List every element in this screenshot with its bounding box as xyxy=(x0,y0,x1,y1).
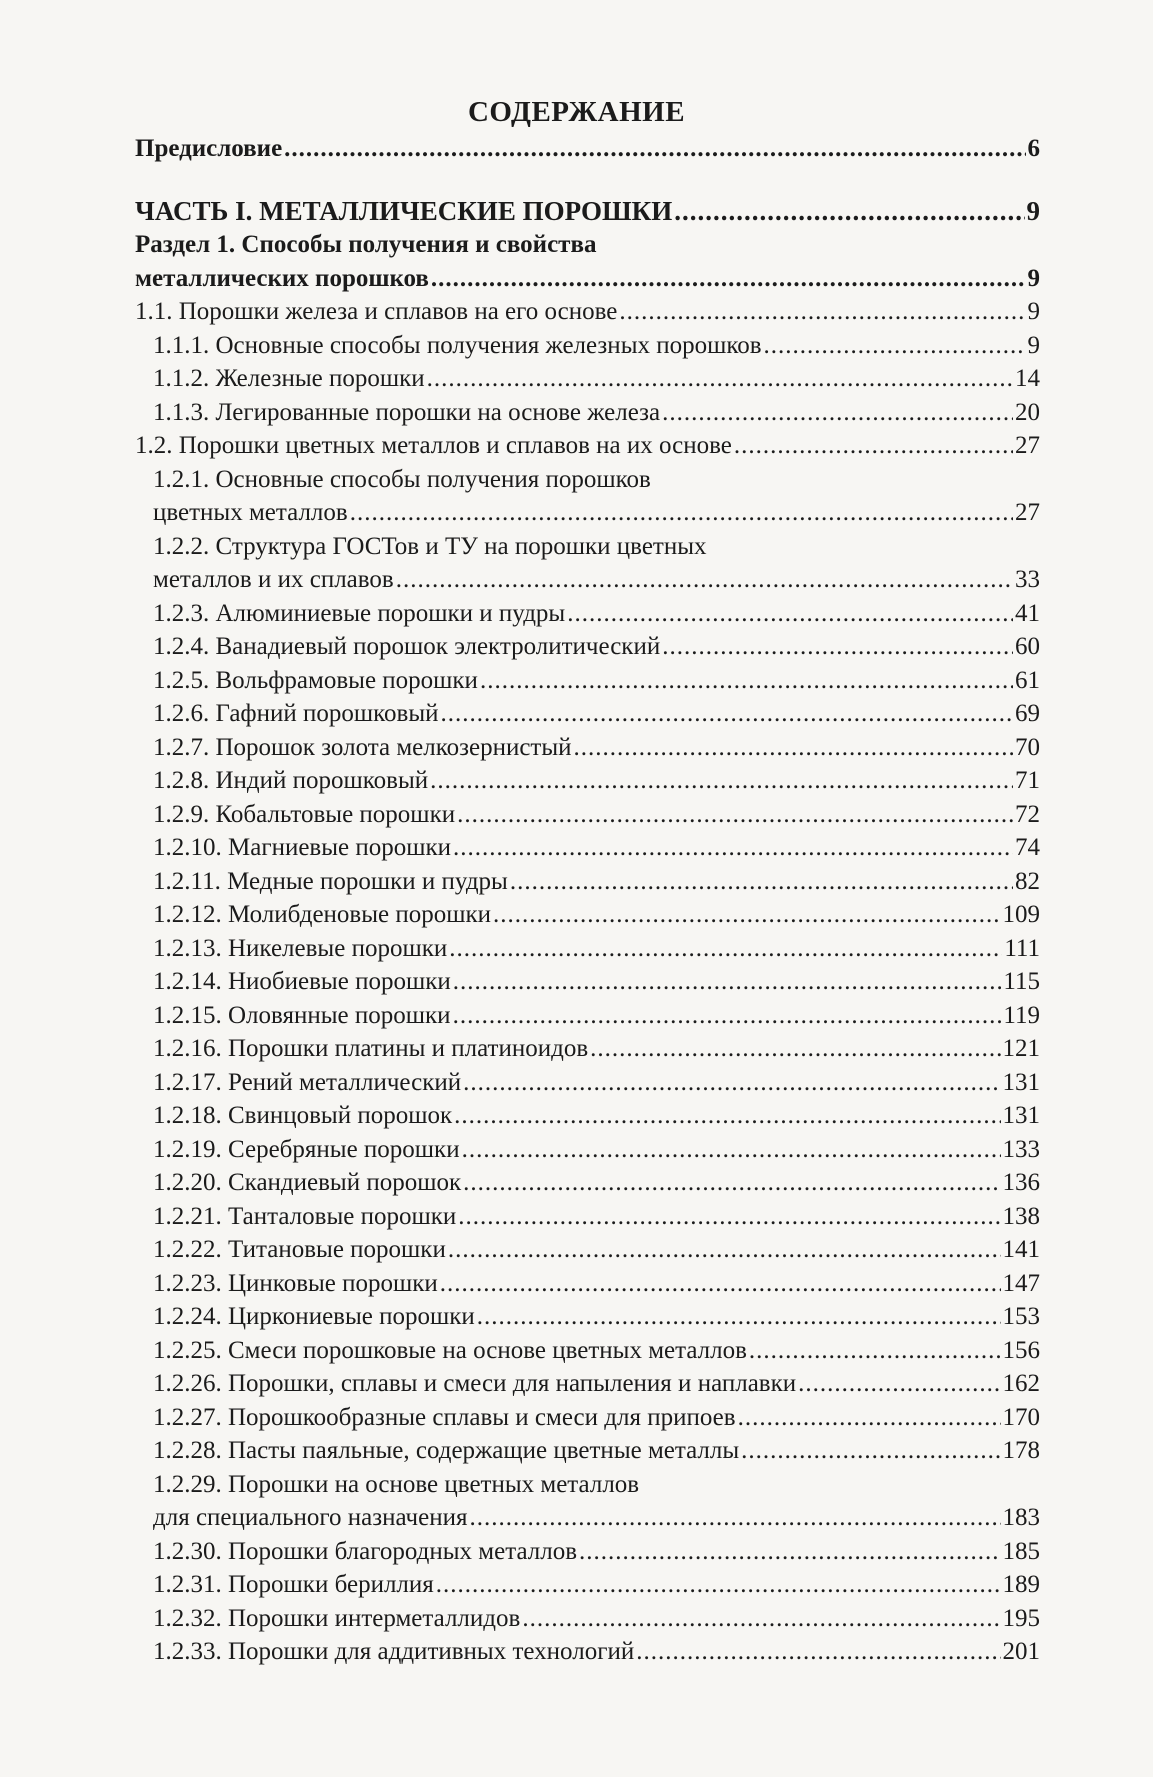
toc-entry xyxy=(135,1468,1040,1535)
toc-entry xyxy=(135,396,1040,430)
toc-entry-label: 1.2.32. Порошки интерметаллидов xyxy=(153,1604,521,1632)
dot-leader xyxy=(427,362,1013,396)
toc-entry-label: 1.2.33. Порошки для аддитивных технологий xyxy=(153,1638,635,1665)
toc-entry-line xyxy=(153,1501,1040,1535)
toc-entry-label-continuation: для специального назначения xyxy=(153,1504,468,1531)
toc-page-number: 109 xyxy=(1002,901,1040,928)
toc-entry-label: 1.2.25. Смеси порошковые на основе цветных металлов xyxy=(153,1336,747,1364)
toc-entry-line xyxy=(135,195,1040,229)
dot-leader xyxy=(619,295,1025,329)
dot-leader xyxy=(463,1166,1000,1200)
dot-leader xyxy=(469,1501,1000,1535)
toc-entry-line xyxy=(153,831,1040,865)
toc-entry-label: 1.2.30. Порошки благородных металлов xyxy=(153,1537,578,1565)
toc-page-number: 71 xyxy=(1015,767,1040,794)
toc-entry xyxy=(135,898,1040,932)
toc-entry-label: 1.2. Порошки цветных металлов и сплавов на их основе xyxy=(135,432,732,459)
dot-leader xyxy=(477,1300,1001,1334)
toc-entry-label: 1.2.8. Индий порошковый xyxy=(153,767,429,794)
toc-entry-line xyxy=(153,798,1040,832)
toc-entry xyxy=(135,965,1040,999)
toc-page-number: 60 xyxy=(1015,633,1040,660)
toc-entry-label: 1.1. Порошки железа и сплавов на его основе xyxy=(135,298,618,325)
toc-entry-label-continuation: металлов и их сплавов xyxy=(153,566,394,593)
dot-leader xyxy=(453,965,1002,999)
dot-leader xyxy=(738,1401,1001,1435)
toc-entry-line xyxy=(153,630,1040,664)
toc-entry-label: 1.2.15. Оловянные порошки xyxy=(153,1001,451,1029)
dot-leader xyxy=(463,1066,1000,1100)
toc-page-number: 189 xyxy=(1002,1571,1040,1598)
toc-page-number: 131 xyxy=(1002,1102,1040,1129)
toc-page-number: 74 xyxy=(1015,834,1040,861)
toc-page-number: 133 xyxy=(1002,1135,1040,1163)
table-of-contents xyxy=(135,132,1040,1669)
toc-entry-line xyxy=(153,1635,1040,1669)
toc-page-number: 153 xyxy=(1002,1303,1040,1330)
toc-entry xyxy=(135,664,1040,698)
page-title: СОДЕРЖАНИЕ xyxy=(467,96,686,128)
dot-leader xyxy=(453,831,1013,865)
dot-leader xyxy=(579,1535,1000,1569)
toc-entry-line xyxy=(153,932,1040,966)
toc-entry xyxy=(135,1233,1040,1267)
toc-entry-line xyxy=(153,1133,1040,1167)
toc-entry xyxy=(135,329,1040,363)
dot-leader xyxy=(590,1032,1000,1066)
toc-entry-line xyxy=(153,1200,1040,1234)
toc-entry-line xyxy=(153,1602,1040,1636)
dot-leader xyxy=(764,329,1026,363)
toc-entry xyxy=(135,1267,1040,1301)
toc-entry-label: 1.2.18. Свинцовый порошок xyxy=(153,1102,453,1129)
dot-leader xyxy=(396,563,1013,597)
toc-entry xyxy=(135,597,1040,631)
toc-entry xyxy=(135,1602,1040,1636)
toc-entry-label: 1.2.16. Порошки платины и платиноидов xyxy=(153,1035,589,1062)
toc-entry xyxy=(135,798,1040,832)
dot-leader xyxy=(662,396,1013,430)
toc-entry-line xyxy=(153,1300,1040,1334)
toc-entry-line xyxy=(153,865,1040,899)
toc-page-number: 111 xyxy=(1004,934,1040,962)
dot-leader xyxy=(493,898,1000,932)
dot-leader xyxy=(436,1568,1001,1602)
toc-page-number: 9 xyxy=(1027,298,1040,325)
toc-entry-label: 1.2.28. Пасты паяльные, содержащие цветные металлы xyxy=(153,1437,740,1464)
toc-page-number: 61 xyxy=(1015,666,1040,694)
toc-page-number: 147 xyxy=(1002,1269,1040,1297)
toc-entry-label: 1.2.14. Ниобиевые порошки xyxy=(153,968,451,995)
toc-entry xyxy=(135,865,1040,899)
toc-entry-line xyxy=(153,697,1040,731)
toc-entry-label: 1.2.11. Медные порошки и пудры xyxy=(153,867,508,895)
toc-entry-label: 1.2.26. Порошки, сплавы и смеси для напыления и наплавки xyxy=(153,1370,797,1397)
dot-leader xyxy=(510,865,1013,899)
toc-entry-line xyxy=(135,262,1040,296)
toc-entry-line xyxy=(153,597,1040,631)
toc-page-number: 115 xyxy=(1003,968,1040,995)
toc-entry-line xyxy=(153,1334,1040,1368)
toc-entry-label: 1.1.1. Основные способы получения железных порошков xyxy=(153,331,762,359)
toc-entry-label: 1.2.17. Рений металлический xyxy=(153,1068,462,1096)
dot-leader xyxy=(674,195,1024,229)
toc-entry xyxy=(135,132,1040,166)
toc-page-number: 156 xyxy=(1002,1336,1040,1364)
toc-entry-label: 1.1.3. Легированные порошки на основе железа xyxy=(153,398,661,426)
toc-entry xyxy=(135,530,1040,597)
toc-entry-label: 1.2.19. Серебряные порошки xyxy=(153,1135,460,1163)
toc-page-number: 138 xyxy=(1002,1202,1040,1230)
toc-page-number: 185 xyxy=(1002,1537,1040,1565)
toc-entry xyxy=(135,295,1040,329)
toc-entry-label-continuation: цветных металлов xyxy=(153,499,348,526)
toc-entry-label: Предисловие xyxy=(135,135,283,162)
toc-page-number: 195 xyxy=(1002,1604,1040,1632)
dot-leader xyxy=(448,1233,1001,1267)
toc-entry-line xyxy=(135,132,1040,166)
toc-entry-line xyxy=(153,362,1040,396)
toc-entry-label: 1.2.2. Структура ГОСТов и ТУ на порошки цветных xyxy=(153,532,707,560)
dot-leader xyxy=(350,496,1013,530)
toc-entry xyxy=(135,1099,1040,1133)
toc-entry xyxy=(135,1334,1040,1368)
toc-entry xyxy=(135,463,1040,530)
toc-page-number: 6 xyxy=(1027,135,1040,162)
toc-entry xyxy=(135,1300,1040,1334)
toc-entry-label: 1.2.5. Вольфрамовые порошки xyxy=(153,666,478,694)
toc-entry-line xyxy=(153,664,1040,698)
dot-leader xyxy=(662,630,1013,664)
toc-entry-label: 1.2.6. Гафний порошковый xyxy=(153,700,439,727)
toc-page-number: 201 xyxy=(1002,1638,1040,1665)
toc-entry-line xyxy=(153,1032,1040,1066)
toc-entry-line xyxy=(153,1099,1040,1133)
toc-entry-line xyxy=(153,563,1040,597)
toc-entry xyxy=(135,228,1040,295)
toc-page-number: 136 xyxy=(1002,1169,1040,1196)
toc-entry-line xyxy=(153,764,1040,798)
toc-page-number: 9 xyxy=(1026,195,1040,226)
toc-entry-line xyxy=(153,999,1040,1033)
dot-leader xyxy=(453,999,1002,1033)
toc-entry xyxy=(135,764,1040,798)
toc-page-number: 9 xyxy=(1027,264,1040,292)
toc-entry xyxy=(135,999,1040,1033)
toc-entry xyxy=(135,1401,1040,1435)
toc-entry-line xyxy=(153,1367,1040,1401)
toc-entry-label: 1.1.2. Железные порошки xyxy=(153,365,425,392)
toc-page-number: 69 xyxy=(1015,700,1040,727)
dot-leader xyxy=(284,132,1025,166)
toc-entry-line xyxy=(135,429,1040,463)
toc-entry-line xyxy=(153,1166,1040,1200)
toc-entry-line xyxy=(153,965,1040,999)
toc-entry-label: 1.2.29. Порошки на основе цветных металлов xyxy=(153,1470,640,1498)
toc-entry-label: 1.2.4. Ванадиевый порошок электролитический xyxy=(153,633,661,660)
toc-entry-label: 1.2.20. Скандиевый порошок xyxy=(153,1169,462,1196)
dot-leader xyxy=(749,1334,1001,1368)
dot-leader xyxy=(458,1200,1000,1234)
toc-entry-line xyxy=(153,1434,1040,1468)
toc-page-number: 9 xyxy=(1027,331,1040,359)
toc-entry xyxy=(135,932,1040,966)
toc-entry xyxy=(135,1535,1040,1569)
toc-entry-label: 1.2.12. Молибденовые порошки xyxy=(153,901,492,928)
toc-entry-label: 1.2.1. Основные способы получения порошков xyxy=(153,465,651,493)
dot-leader xyxy=(431,262,1026,296)
toc-entry-line xyxy=(153,496,1040,530)
dot-leader xyxy=(741,1434,1000,1468)
toc-page-number: 27 xyxy=(1015,499,1040,526)
toc-entry xyxy=(135,697,1040,731)
toc-entry xyxy=(135,1166,1040,1200)
toc-entry-label: 1.2.24. Циркониевые порошки xyxy=(153,1303,475,1330)
dot-leader xyxy=(480,664,1013,698)
dot-leader xyxy=(430,764,1013,798)
toc-entry-label: 1.2.21. Танталовые порошки xyxy=(153,1202,457,1230)
dot-leader xyxy=(522,1602,1000,1636)
toc-page-number: 178 xyxy=(1002,1437,1040,1464)
toc-entry-line xyxy=(153,1066,1040,1100)
toc-page-number: 121 xyxy=(1002,1035,1040,1062)
toc-entry xyxy=(135,362,1040,396)
toc-entry xyxy=(135,195,1040,229)
toc-page-number: 82 xyxy=(1015,867,1040,895)
dot-leader xyxy=(454,1099,1000,1133)
toc-entry-line xyxy=(153,1535,1040,1569)
toc-entry xyxy=(135,831,1040,865)
dot-leader xyxy=(574,731,1013,765)
dot-leader xyxy=(440,1267,1001,1301)
toc-page-number: 131 xyxy=(1002,1068,1040,1096)
toc-entry-line xyxy=(153,731,1040,765)
toc-entry-label: 1.2.10. Магниевые порошки xyxy=(153,834,452,861)
toc-entry xyxy=(135,1434,1040,1468)
toc-entry-line xyxy=(153,898,1040,932)
toc-entry-line xyxy=(153,1233,1040,1267)
toc-entry xyxy=(135,1032,1040,1066)
toc-entry-line xyxy=(153,329,1040,363)
toc-page-number: 20 xyxy=(1015,398,1040,426)
toc-entry-label: 1.2.22. Титановые порошки xyxy=(153,1236,446,1263)
toc-entry xyxy=(135,1133,1040,1167)
toc-page-number: 41 xyxy=(1015,599,1040,627)
toc-entry-label: 1.2.13. Никелевые порошки xyxy=(153,934,448,962)
dot-leader xyxy=(457,798,1013,832)
dot-leader xyxy=(441,697,1014,731)
dot-leader xyxy=(462,1133,1001,1167)
dot-leader xyxy=(567,597,1013,631)
toc-page-number: 27 xyxy=(1015,432,1040,459)
toc-page-number: 119 xyxy=(1003,1001,1040,1029)
toc-entry-label-continuation: металлических порошков xyxy=(135,264,429,292)
toc-page-number: 33 xyxy=(1015,566,1040,593)
toc-entry-label: ЧАСТЬ I. МЕТАЛЛИЧЕСКИЕ ПОРОШКИ xyxy=(135,195,673,226)
dot-leader xyxy=(734,429,1013,463)
toc-entry-label: 1.2.27. Порошкообразные сплавы и смеси для припоев xyxy=(153,1403,736,1431)
toc-entry xyxy=(135,1367,1040,1401)
toc-entry xyxy=(135,630,1040,664)
toc-entry-label: 1.2.31. Порошки бериллия xyxy=(153,1571,434,1598)
toc-entry-line xyxy=(153,1267,1040,1301)
toc-entry-line xyxy=(135,295,1040,329)
dot-leader xyxy=(449,932,1002,966)
toc-page-number: 70 xyxy=(1015,733,1040,761)
toc-page-number: 72 xyxy=(1015,800,1040,828)
toc-page-number: 170 xyxy=(1002,1403,1040,1431)
toc-page-number: 14 xyxy=(1015,365,1040,392)
dot-leader xyxy=(798,1367,1000,1401)
toc-entry-line xyxy=(153,1401,1040,1435)
dot-leader xyxy=(636,1635,1000,1669)
toc-entry-label: 1.2.23. Цинковые порошки xyxy=(153,1269,438,1297)
toc-entry-line xyxy=(153,396,1040,430)
toc-page-number: 183 xyxy=(1002,1504,1040,1531)
toc-entry xyxy=(135,429,1040,463)
toc-page-number: 162 xyxy=(1002,1370,1040,1397)
toc-page-number: 141 xyxy=(1002,1236,1040,1263)
toc-entry-line xyxy=(153,1568,1040,1602)
toc-entry xyxy=(135,1066,1040,1100)
toc-entry xyxy=(135,1568,1040,1602)
toc-entry xyxy=(135,1635,1040,1669)
toc-entry-label: 1.2.3. Алюминиевые порошки и пудры xyxy=(153,599,566,627)
toc-entry-label: 1.2.9. Кобальтовые порошки xyxy=(153,800,456,828)
toc-entry-label: Раздел 1. Способы получения и свойства xyxy=(135,231,597,258)
toc-entry-label: 1.2.7. Порошок золота мелкозернистый xyxy=(153,733,572,761)
toc-entry xyxy=(135,731,1040,765)
toc-entry xyxy=(135,1200,1040,1234)
